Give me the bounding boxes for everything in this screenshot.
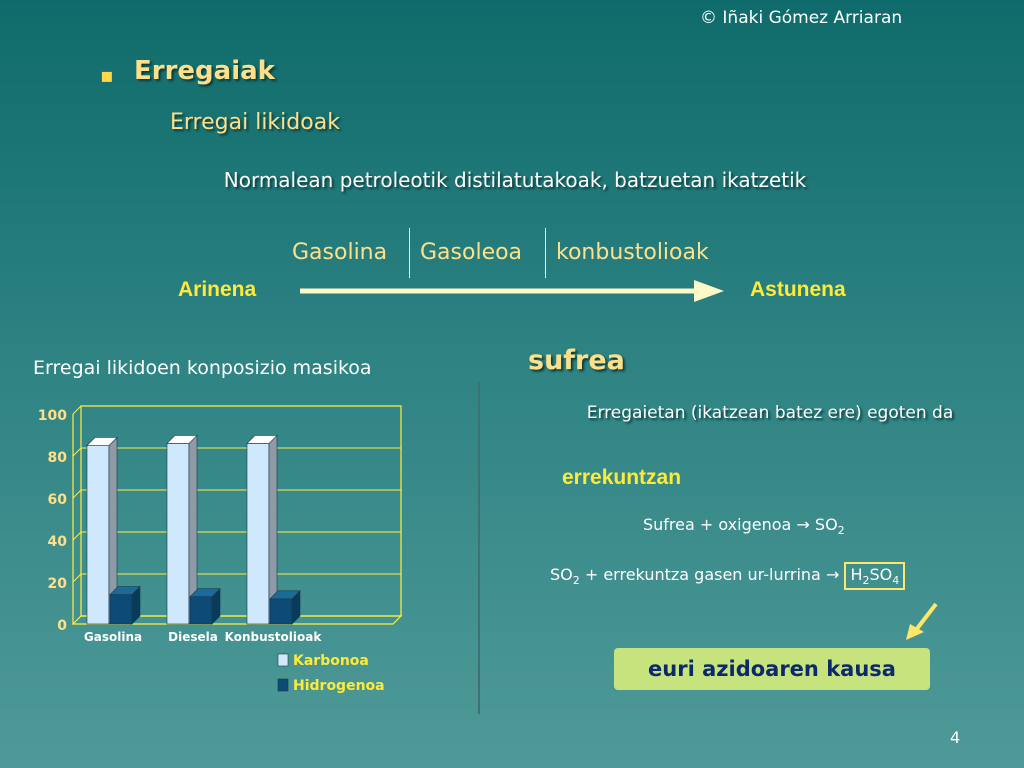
subscript: 2 — [862, 574, 870, 588]
gridline-depth — [73, 532, 81, 540]
page-number: 4 — [950, 728, 961, 747]
sulfur-description: Erregaietan (ikatzean batez ere) egoten da — [586, 403, 954, 423]
y-tick-label: 100 — [37, 408, 67, 424]
bullet-icon: ▪ — [100, 63, 114, 87]
y-tick-label: 80 — [47, 450, 67, 466]
fuel-separator — [409, 228, 410, 278]
fuel-konbustolioak: konbustolioak — [556, 240, 709, 265]
vertical-divider — [478, 382, 480, 714]
subscript: 2 — [837, 524, 845, 538]
sulfuric-acid-box — [844, 562, 905, 590]
equation-1 — [643, 515, 913, 537]
gridline-depth — [73, 406, 81, 414]
light-label: Arinena — [178, 278, 257, 301]
gridline-depth — [73, 574, 81, 582]
bar-hidrogenoa — [110, 595, 132, 624]
legend-swatch — [278, 654, 288, 666]
x-tick-label: Gasolina — [83, 630, 143, 644]
fuel-separator — [545, 228, 546, 278]
pointer-arrow-icon — [902, 600, 944, 642]
sulfur-title: sufrea — [528, 345, 625, 376]
reaction-arrow-icon: → — [825, 565, 840, 584]
acid-rain-result: euri azidoaren kausa — [614, 648, 930, 690]
x-tick-label: Konbustolioak — [224, 630, 322, 644]
slide-subtitle: Erregai likidoak — [170, 110, 340, 135]
equation-1-product: SO — [814, 515, 838, 534]
equation-2-reactant: SO — [550, 565, 573, 584]
equation-2-rest: + errekuntza gasen ur-lurrina — [579, 565, 821, 584]
gridline-depth — [73, 448, 81, 456]
chart-title: Erregai likidoen konposizio masikoa — [33, 357, 372, 379]
heavy-label: Astunena — [750, 278, 846, 301]
light-to-heavy-arrow-icon — [298, 278, 728, 304]
plot-back-wall — [81, 406, 401, 616]
legend-label: Hidrogenoa — [293, 678, 385, 694]
bar-karbonoa — [87, 446, 109, 625]
bar-hidrogenoa — [270, 599, 292, 624]
y-tick-label: 0 — [57, 618, 67, 634]
bar-karbonoa — [247, 443, 269, 624]
combustion-label: errekuntzan — [562, 466, 682, 489]
intro-text: Normalean petroleotik distilatutakoak, batzuetan ikatzetik — [223, 168, 807, 192]
y-tick-label: 20 — [47, 576, 67, 592]
fuel-gasoleoa: Gasoleoa — [420, 240, 523, 265]
x-tick-label: Diesela — [168, 630, 218, 644]
equation-2 — [550, 562, 1010, 590]
y-tick-label: 40 — [47, 534, 67, 550]
equation-1-reactants: Sufrea + oxigenoa — [643, 515, 792, 534]
composition-bar-chart — [25, 398, 420, 708]
legend-swatch — [278, 679, 288, 691]
slide-title: Erregaiak — [134, 56, 275, 86]
bar-karbonoa — [167, 443, 189, 624]
subscript: 4 — [892, 574, 900, 588]
subscript: 2 — [572, 574, 580, 588]
y-tick-label: 60 — [47, 492, 67, 508]
reaction-arrow-icon: → — [796, 515, 810, 534]
product-h: H — [850, 565, 863, 584]
bar-hidrogenoa — [190, 597, 212, 624]
copyright-notice: © Iñaki Gómez Arriaran — [700, 8, 903, 28]
legend-label: Karbonoa — [293, 653, 369, 669]
fuel-gasolina: Gasolina — [292, 240, 388, 265]
product-so: SO — [869, 565, 893, 584]
gridline-depth — [73, 490, 81, 498]
